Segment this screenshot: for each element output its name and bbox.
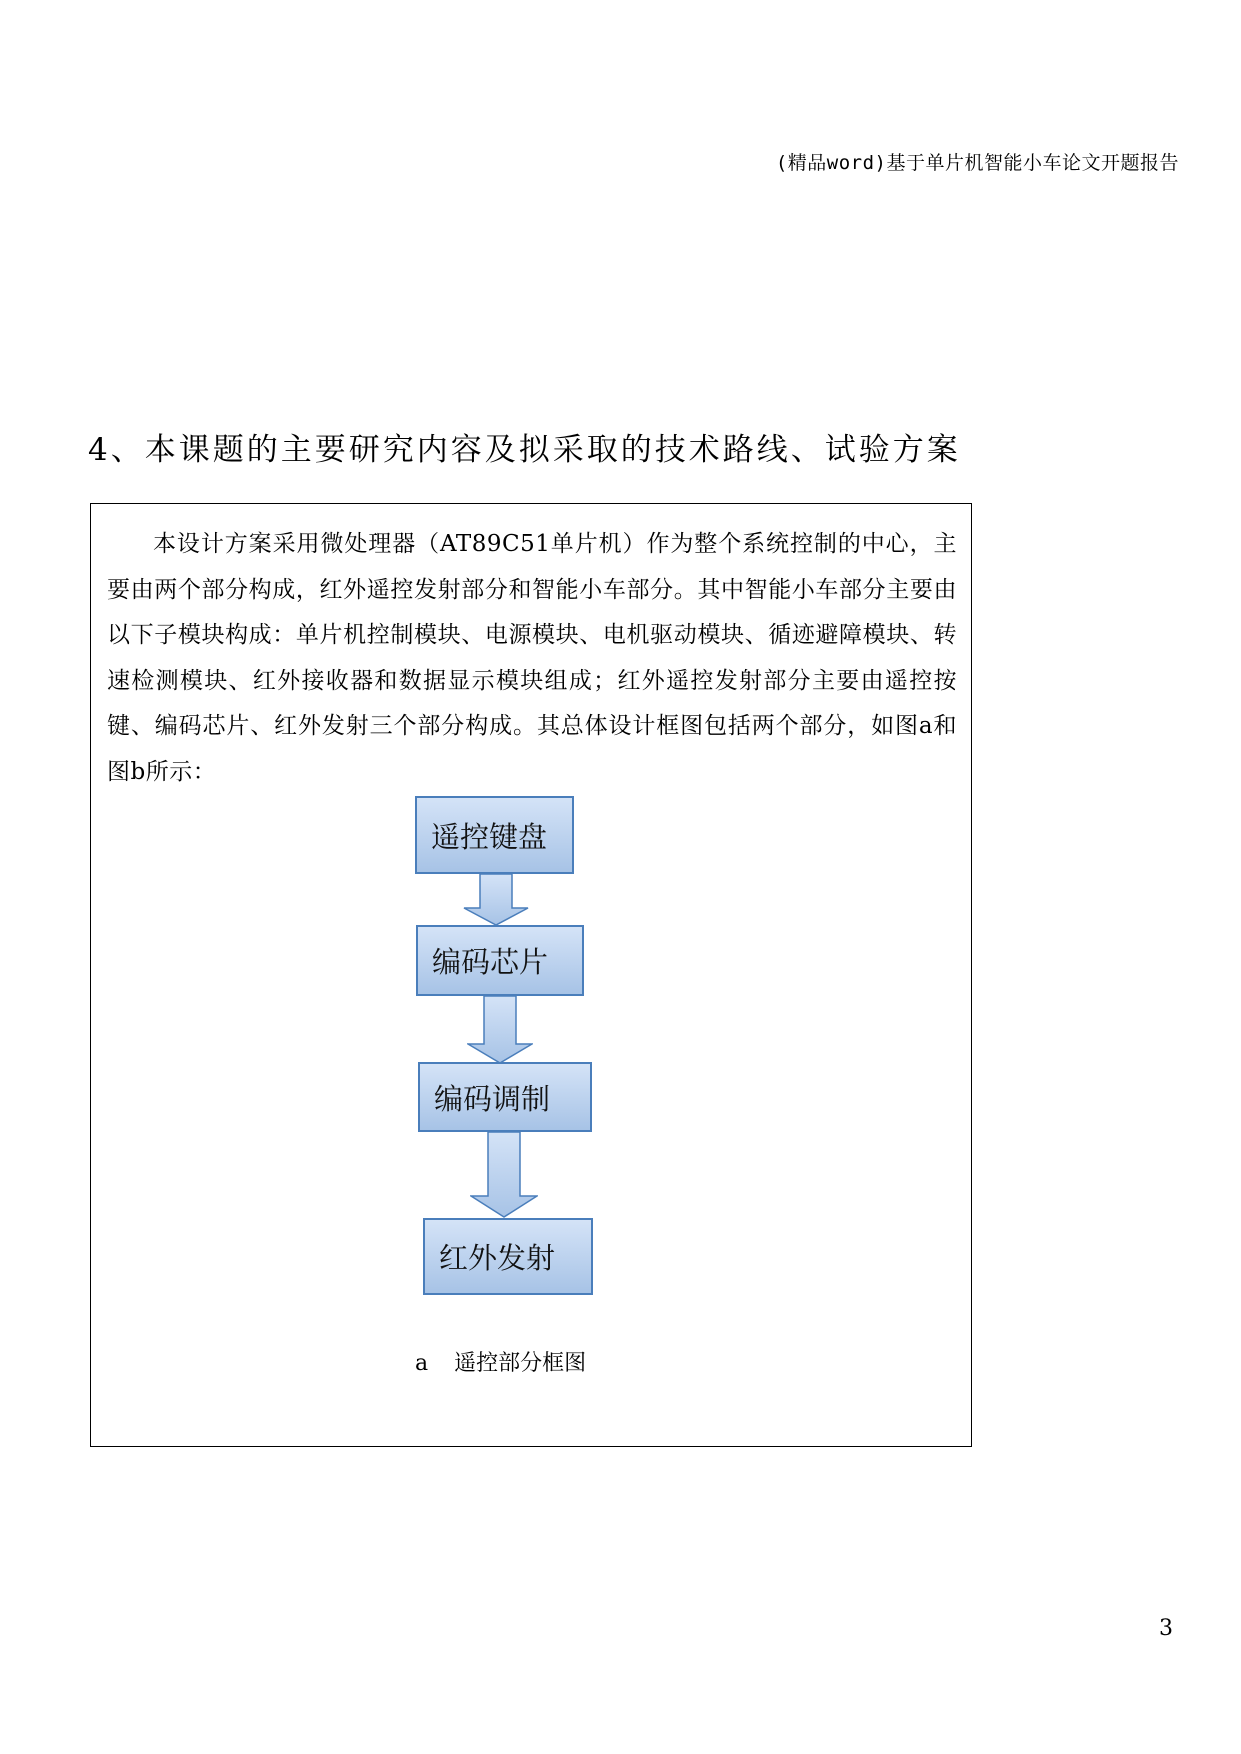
flow-node-encoding-modulation: 编码调制 bbox=[418, 1062, 592, 1132]
flow-node-infrared-transmit: 红外发射 bbox=[423, 1218, 593, 1295]
page-number: 3 bbox=[1159, 1616, 1173, 1641]
document-header: (精品word)基于单片机智能小车论文开题报告 bbox=[775, 152, 1179, 174]
figure-caption-text: 遥控部分框图 bbox=[454, 1351, 587, 1376]
flow-arrow-3 bbox=[470, 1132, 538, 1218]
flow-node-encoding-chip: 编码芯片 bbox=[416, 925, 584, 996]
section-heading: 4、本课题的主要研究内容及拟采取的技术路线、试验方案 bbox=[88, 432, 961, 468]
figure-caption bbox=[415, 1346, 586, 1377]
flow-arrow-1 bbox=[463, 874, 529, 926]
figure-caption-label: a bbox=[415, 1351, 429, 1376]
flow-arrow-2 bbox=[467, 996, 533, 1064]
flow-node-remote-keyboard: 遥控键盘 bbox=[415, 796, 574, 874]
body-paragraph: 本设计方案采用微处理器（AT89C51单片机）作为整个系统控制的中心，主要由两个部分构成，红外遥控发射部分和智能小车部分。其中智能小车部分主要由以下子模块构成：单片机控制模块、电源模块、电机驱动模块、循迹避障模块、转速检测模块、红外接收器和数据显示模块组成；红外遥控发射部分主要由遥控按键、编码芯片、红外发射三个部分构成。其总体设计框图包括两个部分，如图a和图b所示： bbox=[107, 531, 957, 785]
